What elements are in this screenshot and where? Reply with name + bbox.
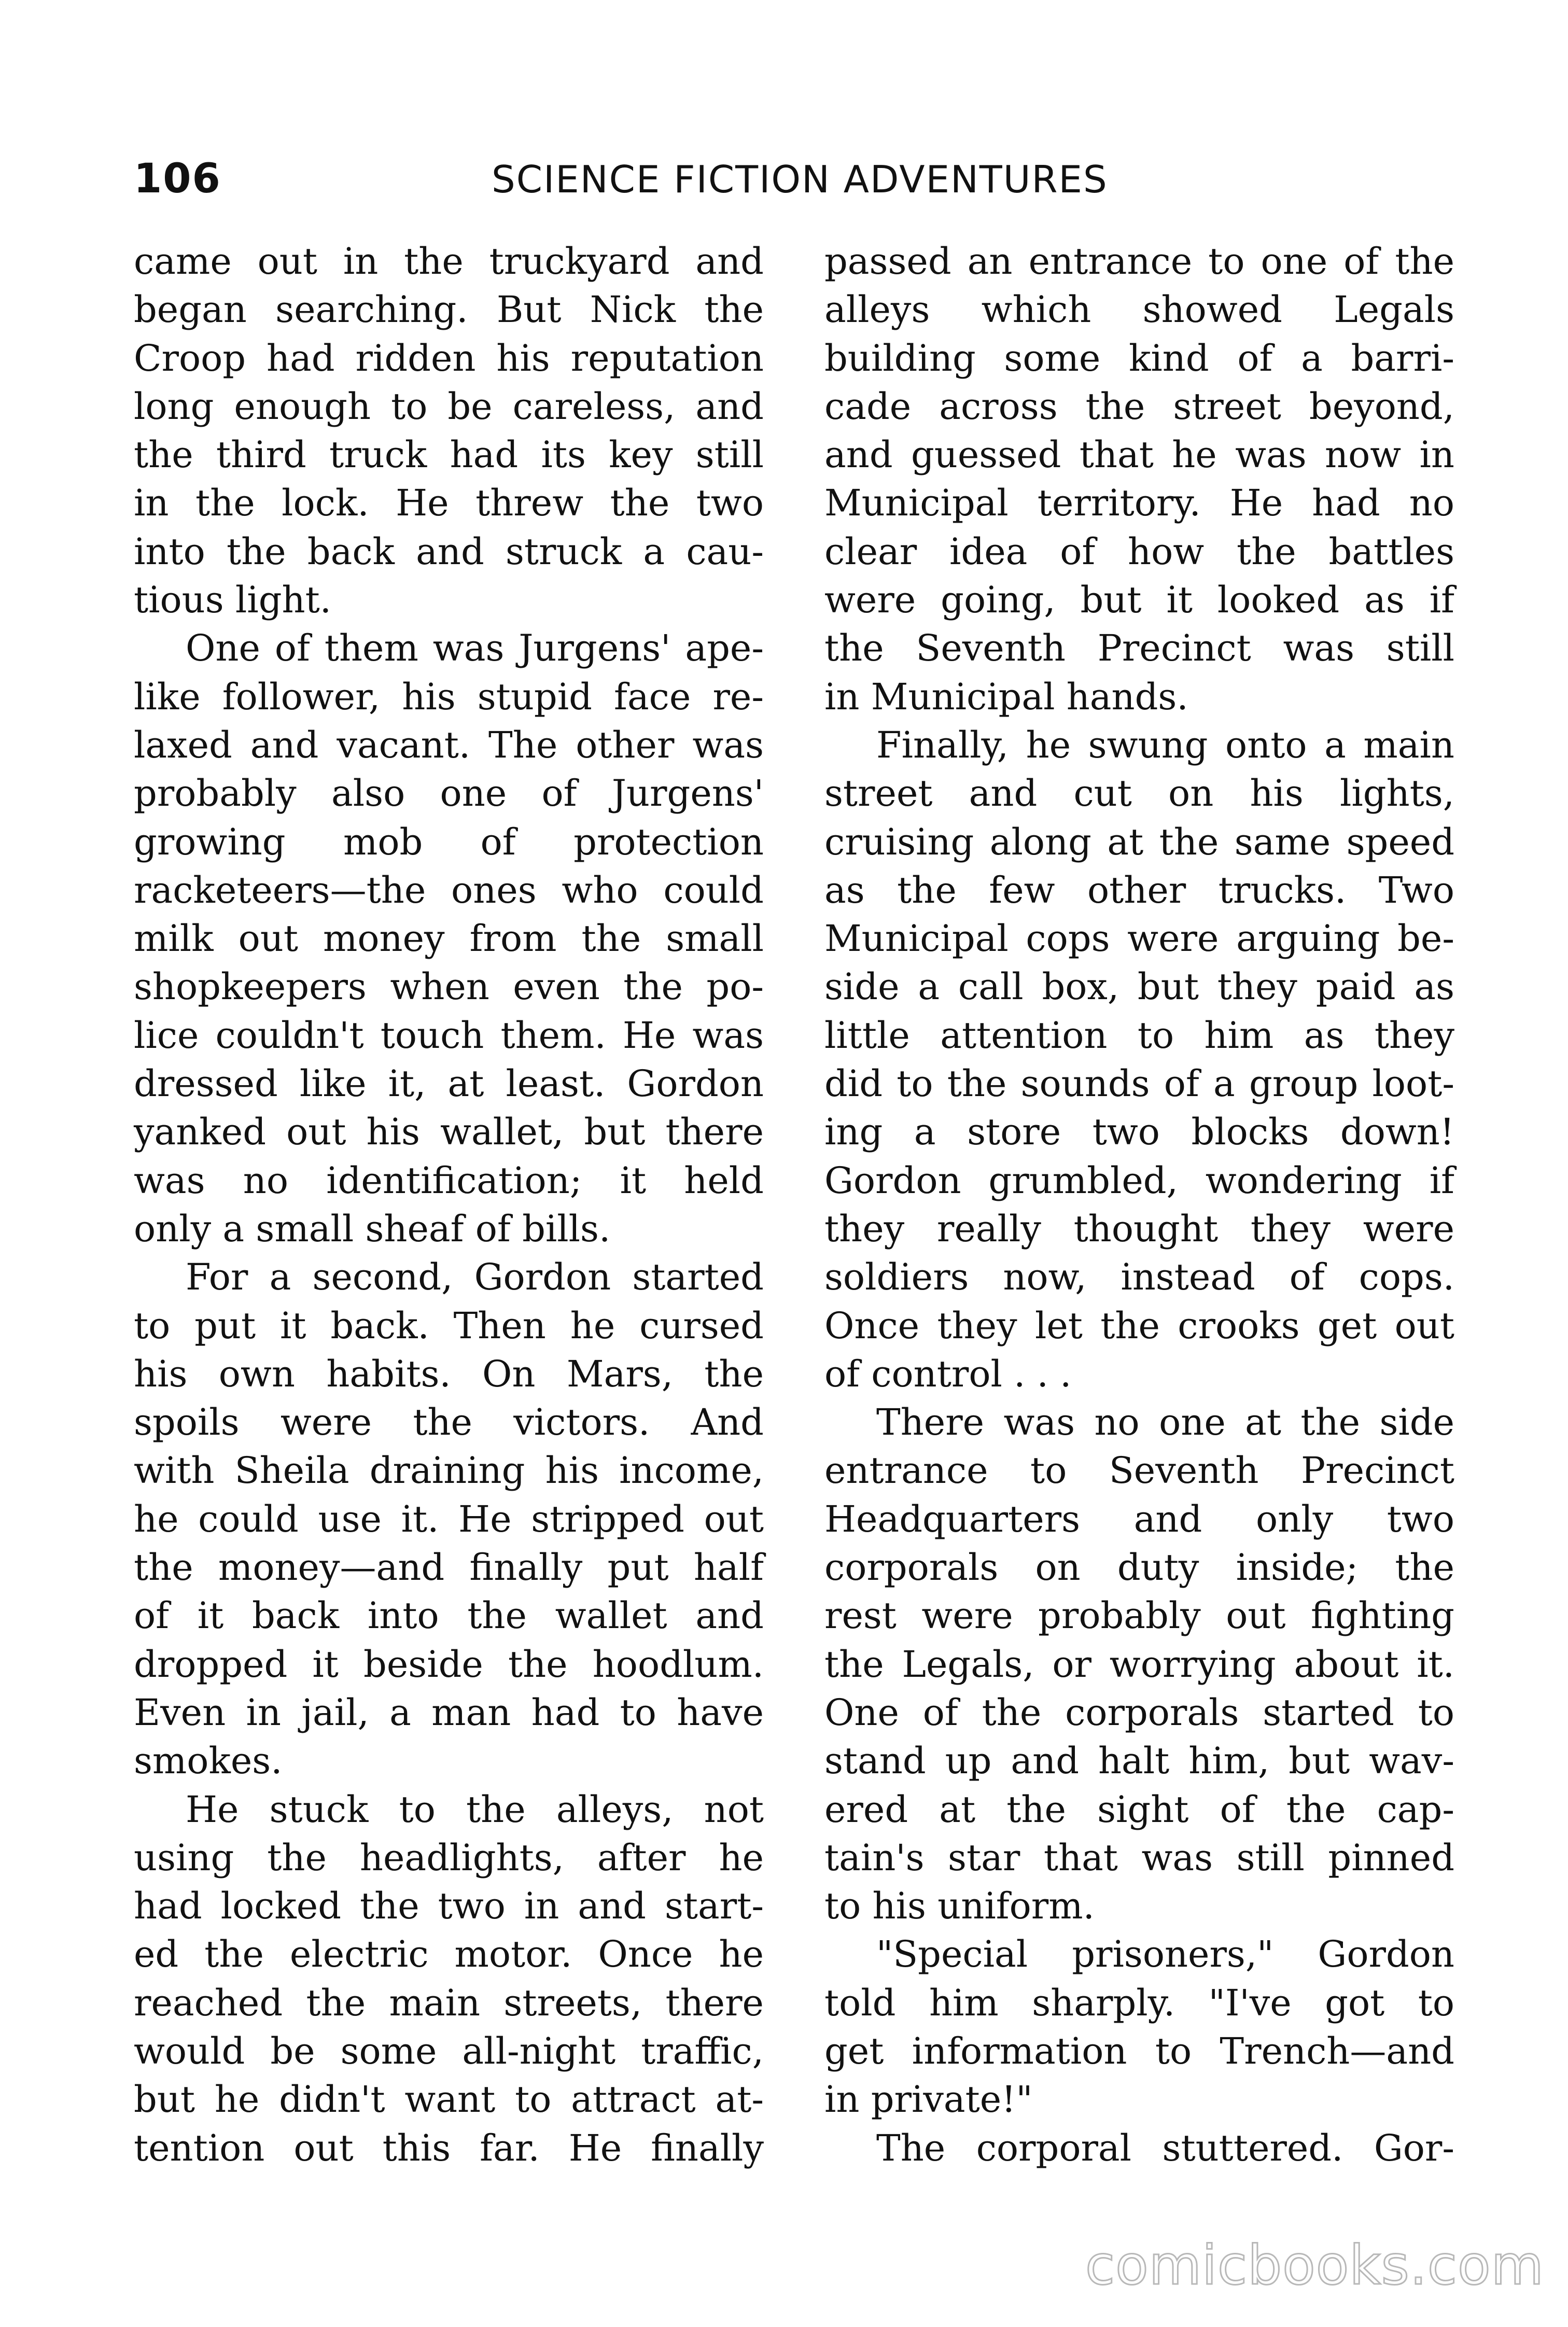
text-line: told him sharply. "I've got to <box>824 1981 1454 2024</box>
text-line: "Special prisoners," Gordon <box>876 1933 1454 1976</box>
text-line: corporals on duty inside; the <box>824 1546 1454 1589</box>
text-line: were going, but it looked as if <box>824 579 1454 622</box>
text-line: in Municipal hands. <box>824 675 1188 718</box>
left-column <box>134 237 764 2172</box>
text-line: little attention to him as they <box>824 1014 1454 1057</box>
text-line: the third truck had its key still <box>134 433 764 476</box>
page-header <box>0 156 1568 218</box>
text-line: he could use it. He stripped out <box>134 1497 764 1540</box>
text-line: to put it back. Then he cursed <box>134 1304 764 1347</box>
paragraph <box>134 1786 764 2172</box>
text-line: get information to Trench—and <box>824 2029 1454 2072</box>
text-line: began searching. But Nick the <box>134 288 764 331</box>
text-line: street and cut on his lights, <box>824 772 1454 815</box>
text-line: smokes. <box>134 1740 283 1783</box>
text-line: Municipal cops were arguing be- <box>824 917 1454 960</box>
paragraph <box>824 1930 1454 2124</box>
paragraph <box>824 1398 1454 1930</box>
text-line: Headquarters and only two <box>824 1497 1454 1540</box>
text-line: ing a store two blocks down! <box>824 1111 1454 1154</box>
paragraph <box>134 237 764 624</box>
text-line: One of them was Jurgens' ape- <box>186 627 764 670</box>
paragraph <box>824 721 1454 1398</box>
text-line: side a call box, but they paid as <box>824 965 1454 1008</box>
text-line: of control . . . <box>824 1352 1072 1395</box>
text-line: dressed like it, at least. Gordon <box>134 1062 764 1105</box>
text-line: and guessed that he was now in <box>824 433 1454 476</box>
text-line: growing mob of protection <box>134 820 764 863</box>
text-line: Even in jail, a man had to have <box>134 1691 764 1734</box>
text-line: Gordon grumbled, wondering if <box>824 1159 1454 1202</box>
watermark-logo: comicbooks.com <box>1085 2234 1544 2297</box>
text-line: only a small sheaf of bills. <box>134 1207 611 1250</box>
page-number: 106 <box>134 156 221 202</box>
paragraph <box>824 237 1454 721</box>
text-line: did to the sounds of a group loot- <box>824 1062 1454 1105</box>
text-line: One of the corporals started to <box>824 1691 1454 1734</box>
text-line: in the lock. He threw the two <box>134 482 764 525</box>
text-line: stand up and halt him, but wav- <box>824 1740 1454 1783</box>
text-line: the money—and finally put half <box>134 1546 764 1589</box>
text-line: milk out money from the small <box>134 917 764 960</box>
text-line: came out in the truckyard and <box>134 240 764 283</box>
text-line: tain's star that was still pinned <box>824 1836 1454 1879</box>
text-line: with Sheila draining his income, <box>134 1449 764 1492</box>
text-line: the Seventh Precinct was still <box>824 627 1454 670</box>
text-line: For a second, Gordon started <box>186 1256 764 1299</box>
text-line: dropped it beside the hoodlum. <box>134 1643 764 1686</box>
text-line: but he didn't want to attract at- <box>134 2078 764 2121</box>
text-line: into the back and struck a cau- <box>134 530 764 573</box>
right-column <box>824 237 1454 2172</box>
text-line: tention out this far. He finally <box>134 2126 764 2169</box>
text-line: reached the main streets, there <box>134 1981 764 2024</box>
text-line: his own habits. On Mars, the <box>134 1352 764 1395</box>
text-line: Once they let the crooks get out <box>824 1304 1454 1347</box>
text-line: was no identification; it held <box>134 1159 764 1202</box>
text-line: clear idea of how the battles <box>824 530 1454 573</box>
text-line: yanked out his wallet, but there <box>134 1111 764 1154</box>
text-line: He stuck to the alleys, not <box>186 1788 764 1831</box>
text-line: laxed and vacant. The other was <box>134 723 764 766</box>
text-line: spoils were the victors. And <box>134 1401 764 1444</box>
text-line: The corporal stuttered. Gor- <box>876 2126 1454 2169</box>
text-line: Finally, he swung onto a main <box>876 723 1454 766</box>
text-line: like follower, his stupid face re- <box>134 675 764 718</box>
text-line: shopkeepers when even the po- <box>134 965 764 1008</box>
text-line: Croop had ridden his reputation <box>134 337 764 380</box>
text-line: Municipal territory. He had no <box>824 482 1454 525</box>
text-line: tious light. <box>134 579 331 622</box>
text-line: probably also one of Jurgens' <box>134 772 764 815</box>
text-line: cade across the street beyond, <box>824 385 1454 428</box>
paragraph <box>134 624 764 1253</box>
text-line: building some kind of a barri- <box>824 337 1454 380</box>
text-line: ered at the sight of the cap- <box>824 1788 1454 1831</box>
text-line: they really thought they were <box>824 1207 1454 1250</box>
text-line: in private!" <box>824 2078 1033 2121</box>
text-line: as the few other trucks. Two <box>824 868 1454 912</box>
text-line: entrance to Seventh Precinct <box>824 1449 1454 1492</box>
paragraph <box>824 2124 1454 2172</box>
running-head: SCIENCE FICTION ADVENTURES <box>492 158 1108 201</box>
text-line: of it back into the wallet and <box>134 1594 764 1637</box>
text-line: racketeers—the ones who could <box>134 868 764 912</box>
text-line: cruising along at the same speed <box>824 820 1454 863</box>
text-line: using the headlights, after he <box>134 1836 764 1879</box>
text-line: There was no one at the side <box>876 1401 1454 1444</box>
text-line: the Legals, or worrying about it. <box>824 1643 1454 1686</box>
paragraph <box>134 1253 764 1785</box>
text-line: soldiers now, instead of cops. <box>824 1256 1454 1299</box>
text-line: alleys which showed Legals <box>824 288 1454 331</box>
text-line: ed the electric motor. Once he <box>134 1933 764 1976</box>
text-line: lice couldn't touch them. He was <box>134 1014 764 1057</box>
text-line: had locked the two in and start- <box>134 1885 764 1928</box>
text-line: would be some all-night traffic, <box>134 2029 764 2072</box>
text-line: rest were probably out fighting <box>824 1594 1454 1637</box>
text-line: long enough to be careless, and <box>134 385 764 428</box>
text-line: to his uniform. <box>824 1885 1095 1928</box>
text-line: passed an entrance to one of the <box>824 240 1454 283</box>
